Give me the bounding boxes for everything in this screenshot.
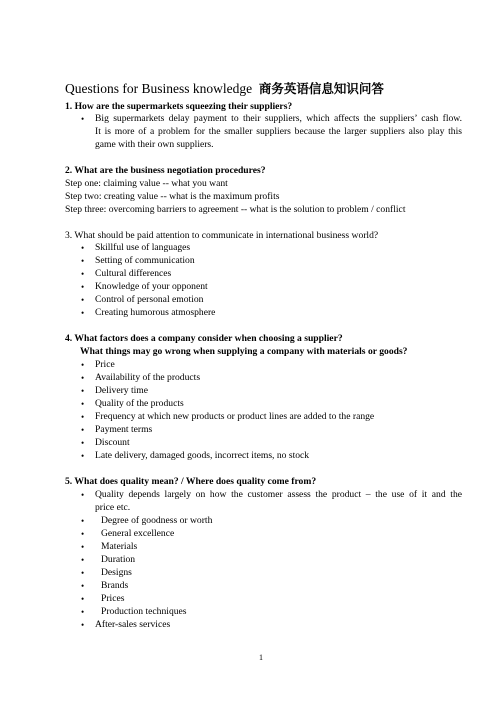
bullet: • <box>81 282 85 292</box>
bullet: • <box>81 451 85 461</box>
question-1: 1. How are the supermarkets squeezing their suppliers? <box>65 101 293 112</box>
bullet: • <box>81 412 85 422</box>
bullet: • <box>81 386 85 396</box>
bullet: • <box>81 542 85 552</box>
list-item: Knowledge of your opponent <box>95 281 208 292</box>
answer-1-line-1: Big supermarkets delay payment to their suppliers, which affects the suppliers’ cash flow. <box>95 113 462 124</box>
bullet: • <box>81 607 85 617</box>
list-item: General excellence <box>101 528 175 539</box>
bullet: • <box>81 620 85 630</box>
list-item: Delivery time <box>95 385 149 396</box>
step-1: Step one: claiming value -- what you want <box>65 178 228 189</box>
question-4-sub: What things may go wrong when supplying a company with materials or goods? <box>80 346 408 357</box>
question-4: 4. What factors does a company consider when choosing a supplier? <box>65 333 343 344</box>
bullet: • <box>81 308 85 318</box>
step-2: Step two: creating value -- what is the maximum profits <box>65 191 280 202</box>
bullet: • <box>81 594 85 604</box>
list-item: Availability of the products <box>95 372 201 383</box>
list-item: Production techniques <box>101 606 187 617</box>
bullet: • <box>81 438 85 448</box>
list-item: Late delivery, damaged goods, incorrect items, no stock <box>95 450 310 461</box>
bullet: • <box>81 373 85 383</box>
list-item: Discount <box>95 437 130 448</box>
list-item: Payment terms <box>95 424 153 435</box>
list-item: Frequency at which new products or product lines are added to the range <box>95 411 375 422</box>
list-item: Prices <box>101 593 125 604</box>
bullet: • <box>81 269 85 279</box>
list-item: Control of personal emotion <box>95 294 204 305</box>
bullet: • <box>81 490 85 500</box>
bullet: • <box>81 568 85 578</box>
list-item: After-sales services <box>95 619 171 630</box>
answer-5-line-2: price etc. <box>95 502 131 513</box>
bullet: • <box>81 425 85 435</box>
answer-1-line-2: It is more of a problem for the smaller suppliers because the larger suppliers also play this <box>95 126 462 137</box>
list-item: Skillful use of languages <box>95 242 191 253</box>
document-title <box>65 81 384 97</box>
bullet: • <box>81 243 85 253</box>
step-3: Step three: overcoming barriers to agreement -- what is the solution to problem / conflict <box>65 204 406 215</box>
list-item: Degree of goodness or worth <box>101 515 213 526</box>
bullet: • <box>81 295 85 305</box>
list-item: Brands <box>101 580 129 591</box>
bullet: • <box>81 256 85 266</box>
question-3: 3. What should be paid attention to communicate in international business world? <box>65 230 379 241</box>
bullet: • <box>81 529 85 539</box>
bullet: • <box>81 360 85 370</box>
question-2: 2. What are the business negotiation procedures? <box>65 165 266 176</box>
list-item: Setting of communication <box>95 255 195 266</box>
bullet: • <box>81 114 85 124</box>
bullet: • <box>81 516 85 526</box>
answer-5-line-1: Quality depends largely on how the customer assess the product – the use of it and the <box>95 489 462 500</box>
list-item: Cultural differences <box>95 268 172 279</box>
list-item: Duration <box>101 554 136 565</box>
bullet: • <box>81 581 85 591</box>
list-item: Materials <box>101 541 138 552</box>
title-english: Questions for Business knowledge <box>65 81 253 96</box>
answer-1-line-3: game with their own suppliers. <box>95 139 214 150</box>
list-item: Creating humorous atmosphere <box>95 307 216 318</box>
question-5: 5. What does quality mean? / Where does quality come from? <box>65 476 317 487</box>
list-item: Quality of the products <box>95 398 184 409</box>
title-chinese: 商务英语信息知识问答 <box>258 81 384 96</box>
bullet: • <box>81 555 85 565</box>
bullet: • <box>81 399 85 409</box>
list-item: Designs <box>101 567 132 578</box>
page-number: 1 <box>259 653 263 662</box>
list-item: Price <box>95 359 115 370</box>
